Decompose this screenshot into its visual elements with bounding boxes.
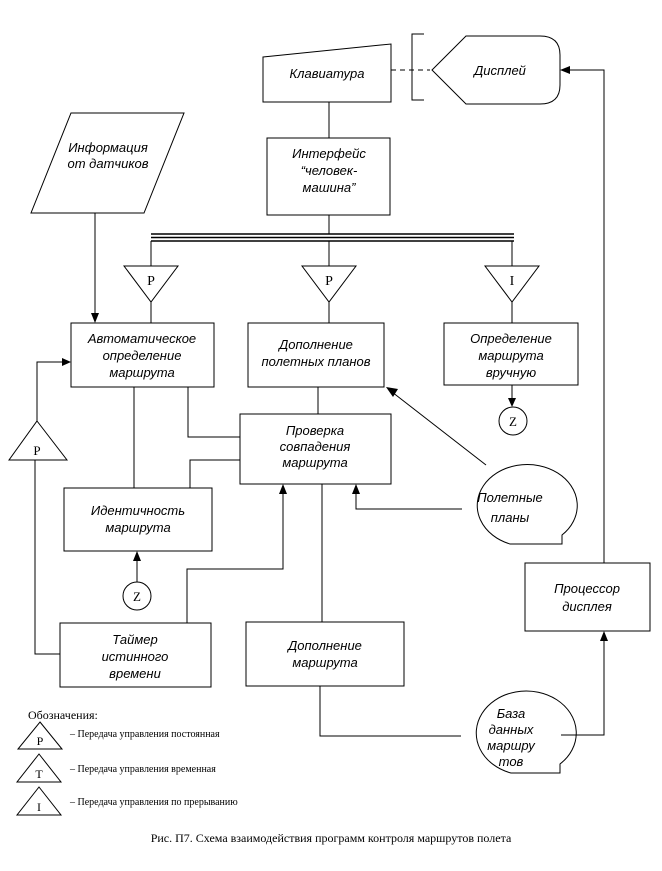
hmi-node	[267, 138, 390, 215]
marker-p-left-bus	[124, 266, 178, 302]
figure-caption: Рис. П7. Схема взаимодействия программ контроля маршрутов полета	[150, 831, 512, 845]
svg-text:маршрута: маршрута	[292, 655, 358, 670]
legend-item-interrupt	[17, 787, 238, 815]
svg-text:Проверка: Проверка	[285, 423, 345, 438]
identity-check-link	[190, 460, 240, 488]
route-add-db-link	[320, 686, 461, 736]
manual-route-node	[444, 323, 578, 385]
sensors-label-line1: Информация	[68, 140, 148, 155]
hmi-label-line1: Интерфейс	[292, 146, 366, 161]
svg-text:истинного: истинного	[101, 649, 169, 664]
svg-text:– Передача управления временна: – Передача управления временная	[70, 764, 216, 775]
svg-text:тов: тов	[498, 754, 524, 769]
timer-node	[60, 623, 211, 687]
svg-text:Z: Z	[133, 589, 141, 604]
keyboard-label: Клавиатура	[289, 66, 365, 81]
route-add-node	[246, 622, 404, 686]
control-bus	[151, 234, 514, 241]
marker-p-left-feedback	[9, 421, 67, 460]
plans-to-add-arrow	[392, 392, 486, 465]
svg-text:Z: Z	[509, 414, 517, 429]
display-processor-node	[525, 563, 650, 631]
svg-text:T: T	[35, 767, 43, 781]
svg-text:определение: определение	[102, 348, 182, 363]
svg-text:– Передача управления постоянн: – Передача управления постоянная	[70, 729, 220, 740]
auto-route-node	[71, 323, 214, 387]
svg-text:маршру: маршру	[487, 738, 535, 753]
route-db-node	[476, 691, 576, 773]
display-label: Дисплей	[474, 63, 526, 78]
svg-text:I: I	[509, 274, 515, 289]
connector-z-left	[123, 582, 151, 610]
svg-text:Определение: Определение	[470, 331, 552, 346]
svg-text:Дополнение: Дополнение	[279, 337, 353, 352]
keyboard-node	[263, 44, 391, 102]
marker-p-center-bus	[302, 266, 356, 302]
timer-feedback-link	[35, 460, 60, 654]
route-check-node	[240, 414, 391, 484]
svg-text:маршрута: маршрута	[109, 365, 175, 380]
svg-text:данных: данных	[488, 722, 534, 737]
svg-text:полетных планов: полетных планов	[261, 354, 371, 369]
svg-text:I: I	[37, 800, 41, 814]
route-identity-node	[64, 488, 212, 551]
auto-check-link	[188, 387, 240, 437]
legend-item-temporary	[17, 754, 216, 782]
legend-item-permanent	[18, 722, 220, 749]
svg-text:Дополнение: Дополнение	[288, 638, 362, 653]
svg-text:Идентичность: Идентичность	[90, 503, 186, 518]
svg-text:вручную: вручную	[485, 365, 537, 380]
svg-text:P: P	[147, 274, 155, 289]
connector-z-right	[499, 407, 527, 435]
hmi-label-line2: “человек-	[300, 163, 358, 178]
svg-text:База: База	[496, 706, 526, 721]
sensors-label-line2: от датчиков	[67, 156, 149, 171]
svg-text:маршрута: маршрута	[282, 455, 348, 470]
svg-text:совпадения: совпадения	[279, 439, 351, 454]
svg-text:P: P	[33, 443, 41, 458]
sensors-node	[31, 113, 184, 213]
svg-text:маршрута: маршрута	[105, 520, 171, 535]
svg-text:времени: времени	[109, 666, 161, 681]
svg-text:– Передача управления по преры: – Передача управления по прерыванию	[70, 797, 238, 808]
hmi-label-line3: машина”	[302, 180, 356, 195]
svg-text:P: P	[325, 274, 333, 289]
svg-text:маршрута: маршрута	[478, 348, 544, 363]
svg-text:Автоматическое: Автоматическое	[87, 331, 197, 346]
display-node	[412, 34, 560, 104]
svg-text:планы: планы	[490, 510, 530, 525]
svg-text:дисплея: дисплея	[562, 599, 612, 614]
flight-plans-node	[477, 465, 577, 544]
legend-title: Обозначения:	[28, 708, 98, 722]
svg-text:P: P	[36, 734, 44, 748]
svg-text:Полетные: Полетные	[477, 490, 543, 505]
legend	[17, 708, 238, 815]
flight-plans-add-node	[248, 323, 384, 387]
feedback-auto-arrow	[37, 362, 64, 421]
processor-display-arrow	[570, 70, 604, 563]
svg-text:Таймер: Таймер	[112, 632, 158, 647]
svg-text:Процессор: Процессор	[554, 581, 620, 596]
plans-to-check-arrow	[356, 493, 462, 509]
marker-i-right-bus	[485, 266, 539, 302]
